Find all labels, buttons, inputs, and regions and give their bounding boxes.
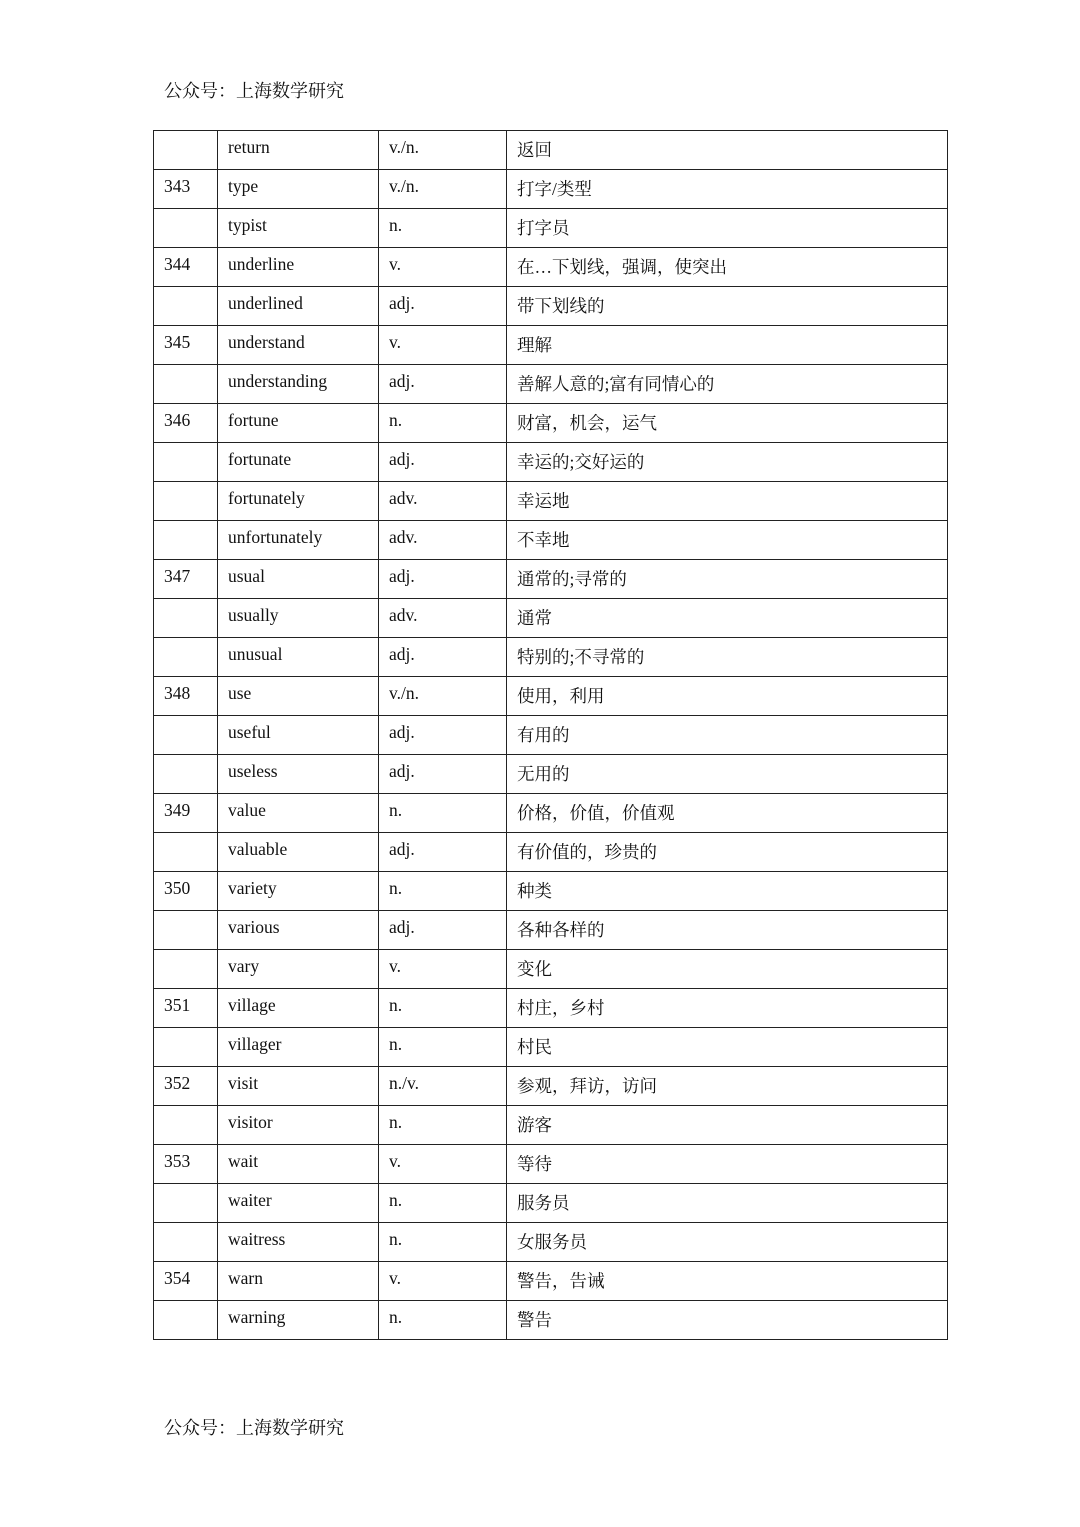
- part-of-speech-cell: adj.: [379, 755, 507, 794]
- table-row: [154, 365, 948, 404]
- meaning-cell: 村庄，乡村: [507, 989, 948, 1028]
- table-row: [154, 1067, 948, 1106]
- table-row: [154, 1028, 948, 1067]
- table-row: [154, 833, 948, 872]
- meaning-cell: 参观，拜访，访问: [507, 1067, 948, 1106]
- table-row: [154, 599, 948, 638]
- word-cell: variety: [218, 872, 379, 911]
- entry-number-cell: [154, 716, 218, 755]
- word-cell: visitor: [218, 1106, 379, 1145]
- meaning-cell: 通常: [507, 599, 948, 638]
- part-of-speech-cell: adv.: [379, 521, 507, 560]
- part-of-speech-cell: adj.: [379, 911, 507, 950]
- entry-number-cell: [154, 1301, 218, 1340]
- part-of-speech-cell: n.: [379, 1301, 507, 1340]
- entry-number-cell: 349: [154, 794, 218, 833]
- entry-number-cell: 354: [154, 1262, 218, 1301]
- part-of-speech-cell: n.: [379, 1223, 507, 1262]
- meaning-cell: 财富，机会，运气: [507, 404, 948, 443]
- meaning-cell: 带下划线的: [507, 287, 948, 326]
- meaning-cell: 有价值的，珍贵的: [507, 833, 948, 872]
- table-row: [154, 638, 948, 677]
- part-of-speech-cell: n./v.: [379, 1067, 507, 1106]
- word-cell: villager: [218, 1028, 379, 1067]
- word-cell: village: [218, 989, 379, 1028]
- entry-number-cell: 347: [154, 560, 218, 599]
- part-of-speech-cell: v.: [379, 950, 507, 989]
- entry-number-cell: [154, 1028, 218, 1067]
- part-of-speech-cell: adj.: [379, 833, 507, 872]
- meaning-cell: 幸运地: [507, 482, 948, 521]
- entry-number-cell: [154, 1106, 218, 1145]
- part-of-speech-cell: n.: [379, 1106, 507, 1145]
- part-of-speech-cell: n.: [379, 209, 507, 248]
- table-row: [154, 170, 948, 209]
- meaning-cell: 有用的: [507, 716, 948, 755]
- table-row: [154, 209, 948, 248]
- table-row: [154, 1145, 948, 1184]
- part-of-speech-cell: v.: [379, 1145, 507, 1184]
- part-of-speech-cell: v.: [379, 1262, 507, 1301]
- meaning-cell: 不幸地: [507, 521, 948, 560]
- meaning-cell: 游客: [507, 1106, 948, 1145]
- part-of-speech-cell: n.: [379, 1028, 507, 1067]
- entry-number-cell: 352: [154, 1067, 218, 1106]
- word-cell: usual: [218, 560, 379, 599]
- word-cell: underlined: [218, 287, 379, 326]
- word-cell: unusual: [218, 638, 379, 677]
- part-of-speech-cell: v.: [379, 248, 507, 287]
- vocabulary-table-body: [154, 131, 948, 1340]
- entry-number-cell: 353: [154, 1145, 218, 1184]
- table-row: [154, 326, 948, 365]
- entry-number-cell: [154, 131, 218, 170]
- word-cell: unfortunately: [218, 521, 379, 560]
- word-cell: fortune: [218, 404, 379, 443]
- entry-number-cell: [154, 209, 218, 248]
- part-of-speech-cell: adj.: [379, 560, 507, 599]
- meaning-cell: 通常的;寻常的: [507, 560, 948, 599]
- meaning-cell: 警告，告诫: [507, 1262, 948, 1301]
- vocabulary-table: [153, 130, 948, 1340]
- meaning-cell: 服务员: [507, 1184, 948, 1223]
- meaning-cell: 在…下划线，强调，使突出: [507, 248, 948, 287]
- word-cell: visit: [218, 1067, 379, 1106]
- meaning-cell: 善解人意的;富有同情心的: [507, 365, 948, 404]
- table-row: [154, 794, 948, 833]
- meaning-cell: 女服务员: [507, 1223, 948, 1262]
- part-of-speech-cell: adj.: [379, 443, 507, 482]
- table-row: [154, 248, 948, 287]
- meaning-cell: 返回: [507, 131, 948, 170]
- meaning-cell: 特别的;不寻常的: [507, 638, 948, 677]
- table-row: [154, 1262, 948, 1301]
- entry-number-cell: [154, 950, 218, 989]
- table-row: [154, 521, 948, 560]
- word-cell: useful: [218, 716, 379, 755]
- table-row: [154, 989, 948, 1028]
- table-row: [154, 482, 948, 521]
- meaning-cell: 各种各样的: [507, 911, 948, 950]
- word-cell: use: [218, 677, 379, 716]
- word-cell: understanding: [218, 365, 379, 404]
- table-row: [154, 677, 948, 716]
- meaning-cell: 无用的: [507, 755, 948, 794]
- entry-number-cell: 343: [154, 170, 218, 209]
- entry-number-cell: [154, 833, 218, 872]
- word-cell: fortunate: [218, 443, 379, 482]
- part-of-speech-cell: adv.: [379, 599, 507, 638]
- meaning-cell: 等待: [507, 1145, 948, 1184]
- meaning-cell: 理解: [507, 326, 948, 365]
- part-of-speech-cell: adv.: [379, 482, 507, 521]
- entry-number-cell: [154, 521, 218, 560]
- entry-number-cell: [154, 599, 218, 638]
- meaning-cell: 变化: [507, 950, 948, 989]
- table-row: [154, 1184, 948, 1223]
- word-cell: warning: [218, 1301, 379, 1340]
- word-cell: vary: [218, 950, 379, 989]
- part-of-speech-cell: v./n.: [379, 677, 507, 716]
- meaning-cell: 价格，价值，价值观: [507, 794, 948, 833]
- word-cell: type: [218, 170, 379, 209]
- table-row: [154, 131, 948, 170]
- entry-number-cell: 345: [154, 326, 218, 365]
- table-row: [154, 1106, 948, 1145]
- page-footer: 公众号：上海数学研究: [164, 1418, 344, 1438]
- part-of-speech-cell: v.: [379, 326, 507, 365]
- part-of-speech-cell: adj.: [379, 638, 507, 677]
- word-cell: wait: [218, 1145, 379, 1184]
- entry-number-cell: 346: [154, 404, 218, 443]
- meaning-cell: 幸运的;交好运的: [507, 443, 948, 482]
- entry-number-cell: [154, 443, 218, 482]
- word-cell: typist: [218, 209, 379, 248]
- word-cell: valuable: [218, 833, 379, 872]
- table-row: [154, 872, 948, 911]
- entry-number-cell: 344: [154, 248, 218, 287]
- entry-number-cell: [154, 1223, 218, 1262]
- entry-number-cell: 350: [154, 872, 218, 911]
- entry-number-cell: [154, 638, 218, 677]
- part-of-speech-cell: n.: [379, 989, 507, 1028]
- entry-number-cell: [154, 365, 218, 404]
- table-row: [154, 911, 948, 950]
- meaning-cell: 村民: [507, 1028, 948, 1067]
- word-cell: waitress: [218, 1223, 379, 1262]
- table-row: [154, 404, 948, 443]
- part-of-speech-cell: adj.: [379, 716, 507, 755]
- meaning-cell: 打字/类型: [507, 170, 948, 209]
- entry-number-cell: [154, 482, 218, 521]
- part-of-speech-cell: n.: [379, 794, 507, 833]
- part-of-speech-cell: adj.: [379, 365, 507, 404]
- page-header: 公众号：上海数学研究: [164, 81, 344, 101]
- table-row: [154, 755, 948, 794]
- meaning-cell: 种类: [507, 872, 948, 911]
- table-row: [154, 560, 948, 599]
- part-of-speech-cell: v./n.: [379, 131, 507, 170]
- part-of-speech-cell: n.: [379, 872, 507, 911]
- word-cell: various: [218, 911, 379, 950]
- part-of-speech-cell: n.: [379, 1184, 507, 1223]
- word-cell: value: [218, 794, 379, 833]
- table-row: [154, 1223, 948, 1262]
- meaning-cell: 打字员: [507, 209, 948, 248]
- part-of-speech-cell: v./n.: [379, 170, 507, 209]
- word-cell: return: [218, 131, 379, 170]
- part-of-speech-cell: adj.: [379, 287, 507, 326]
- word-cell: useless: [218, 755, 379, 794]
- table-row: [154, 1301, 948, 1340]
- word-cell: waiter: [218, 1184, 379, 1223]
- word-cell: usually: [218, 599, 379, 638]
- word-cell: fortunately: [218, 482, 379, 521]
- table-row: [154, 287, 948, 326]
- entry-number-cell: 348: [154, 677, 218, 716]
- table-row: [154, 950, 948, 989]
- entry-number-cell: [154, 911, 218, 950]
- meaning-cell: 使用，利用: [507, 677, 948, 716]
- entry-number-cell: 351: [154, 989, 218, 1028]
- table-row: [154, 443, 948, 482]
- entry-number-cell: [154, 1184, 218, 1223]
- part-of-speech-cell: n.: [379, 404, 507, 443]
- meaning-cell: 警告: [507, 1301, 948, 1340]
- table-row: [154, 716, 948, 755]
- entry-number-cell: [154, 755, 218, 794]
- word-cell: underline: [218, 248, 379, 287]
- entry-number-cell: [154, 287, 218, 326]
- word-cell: understand: [218, 326, 379, 365]
- word-cell: warn: [218, 1262, 379, 1301]
